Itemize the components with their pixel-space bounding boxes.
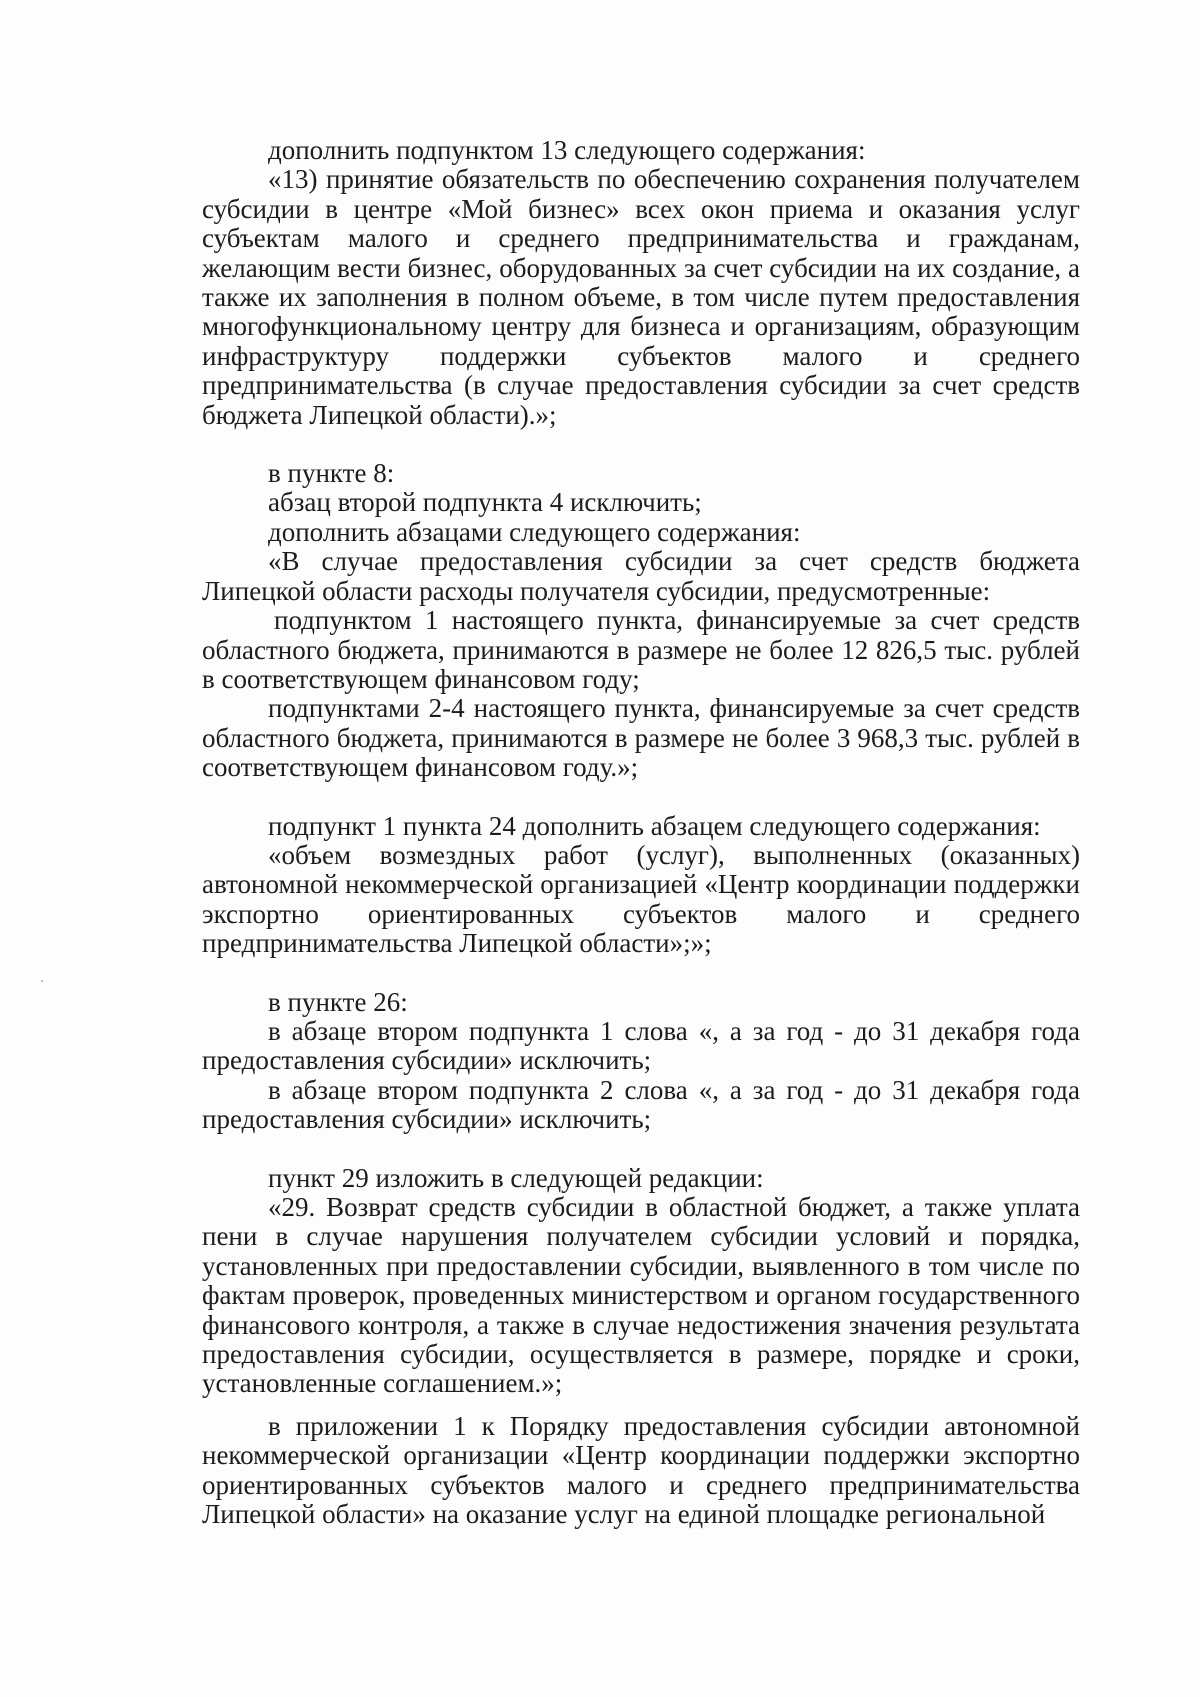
paragraph-point-8: в пункте 8: [268, 458, 395, 489]
paragraph-subpoints-2-4-limit: подпунктами 2-4 настоящего пункта, финансируемые за счет средств областного бюджета, принимаются в размере не более 3 968,3 тыс. рублей в соответствующем финансовом году.»; [202, 693, 1080, 783]
paragraph-appendix-1: в приложении 1 к Порядку предоставления субсидии автономной некоммерческой организации «Центр координации поддержки экспортно ориентированных субъектов малого и среднего предпринимательства Липецкой области» на оказание услуг на единой площадке региональной [202, 1410, 1080, 1530]
paragraph-subpoint-1-limit: подпунктом 1 настоящего пункта, финансируемые за счет средств областного бюджета, принимаются в размере не более 12 826,5 тыс. рублей в соответствующем финансовом году; [202, 605, 1080, 694]
paragraph-point-26-sub-1: в абзаце втором подпункта 1 слова «, а за год - до 31 декабря года предоставления субсидии» исключить; [202, 1015, 1080, 1076]
paragraph-point-29: пункт 29 изложить в следующей редакции: [268, 1162, 764, 1193]
paragraph-point-26-sub-2: в абзаце втором подпункта 2 слова «, а за год - до 31 декабря года предоставления субсидии» исключить; [202, 1074, 1080, 1135]
paragraph-subpoint-13-text: «13) принятие обязательств по обеспечению сохранения получателем субсидии в центре «Мой бизнес» всех окон приема и оказания услуг субъектам малого и среднего предпринимательства и гражданам, желающим вести бизнес, оборудованных за счет субсидии на их создание, а также их заполнения в полном объеме, в том числе путем предоставления многофункциональному центру для бизнеса и организациям, образующим инфраструктуру поддержки субъектов малого и среднего предпринимательства (в случае предоставления субсидии за счет средств бюджета Липецкой области).»; [202, 164, 1080, 430]
paragraph-add-paragraphs: дополнить абзацами следующего содержания: [268, 516, 801, 547]
paragraph-point-24-text: «объем возмездных работ (услуг), выполненных (оказанных) автономной некоммерческой организацией «Центр координации поддержки экспортно ориентированных субъектов малого и среднего предпринимательства Липецкой области»;»; [202, 839, 1080, 959]
paragraph-budget-case: «В случае предоставления субсидии за счет средств бюджета Липецкой области расходы получателя субсидии, предусмотренные: [202, 546, 1080, 606]
paragraph-point-29-text: «29. Возврат средств субсидии в областной бюджет, а также уплата пени в случае нарушения получателем субсидии условий и порядка, установленных при предоставлении субсидии, выявленного в том числе по фактам проверок, проведенных министерством и органом государственного финансового контроля, а также в случае недостижения значения результата предоставления субсидии, осуществляется в размере, порядке и сроки, установленные соглашением.»; [202, 1192, 1080, 1399]
paragraph-point-26: в пункте 26: [268, 986, 408, 1017]
scan-speck [41, 980, 43, 982]
paragraph-point-24: подпункт 1 пункта 24 дополнить абзацем следующего содержания: [268, 810, 1041, 841]
paragraph-exclude-subpoint-4: абзац второй подпункта 4 исключить; [268, 487, 702, 518]
paragraph-add-subpoint-13: дополнить подпунктом 13 следующего содержания: [268, 135, 866, 165]
